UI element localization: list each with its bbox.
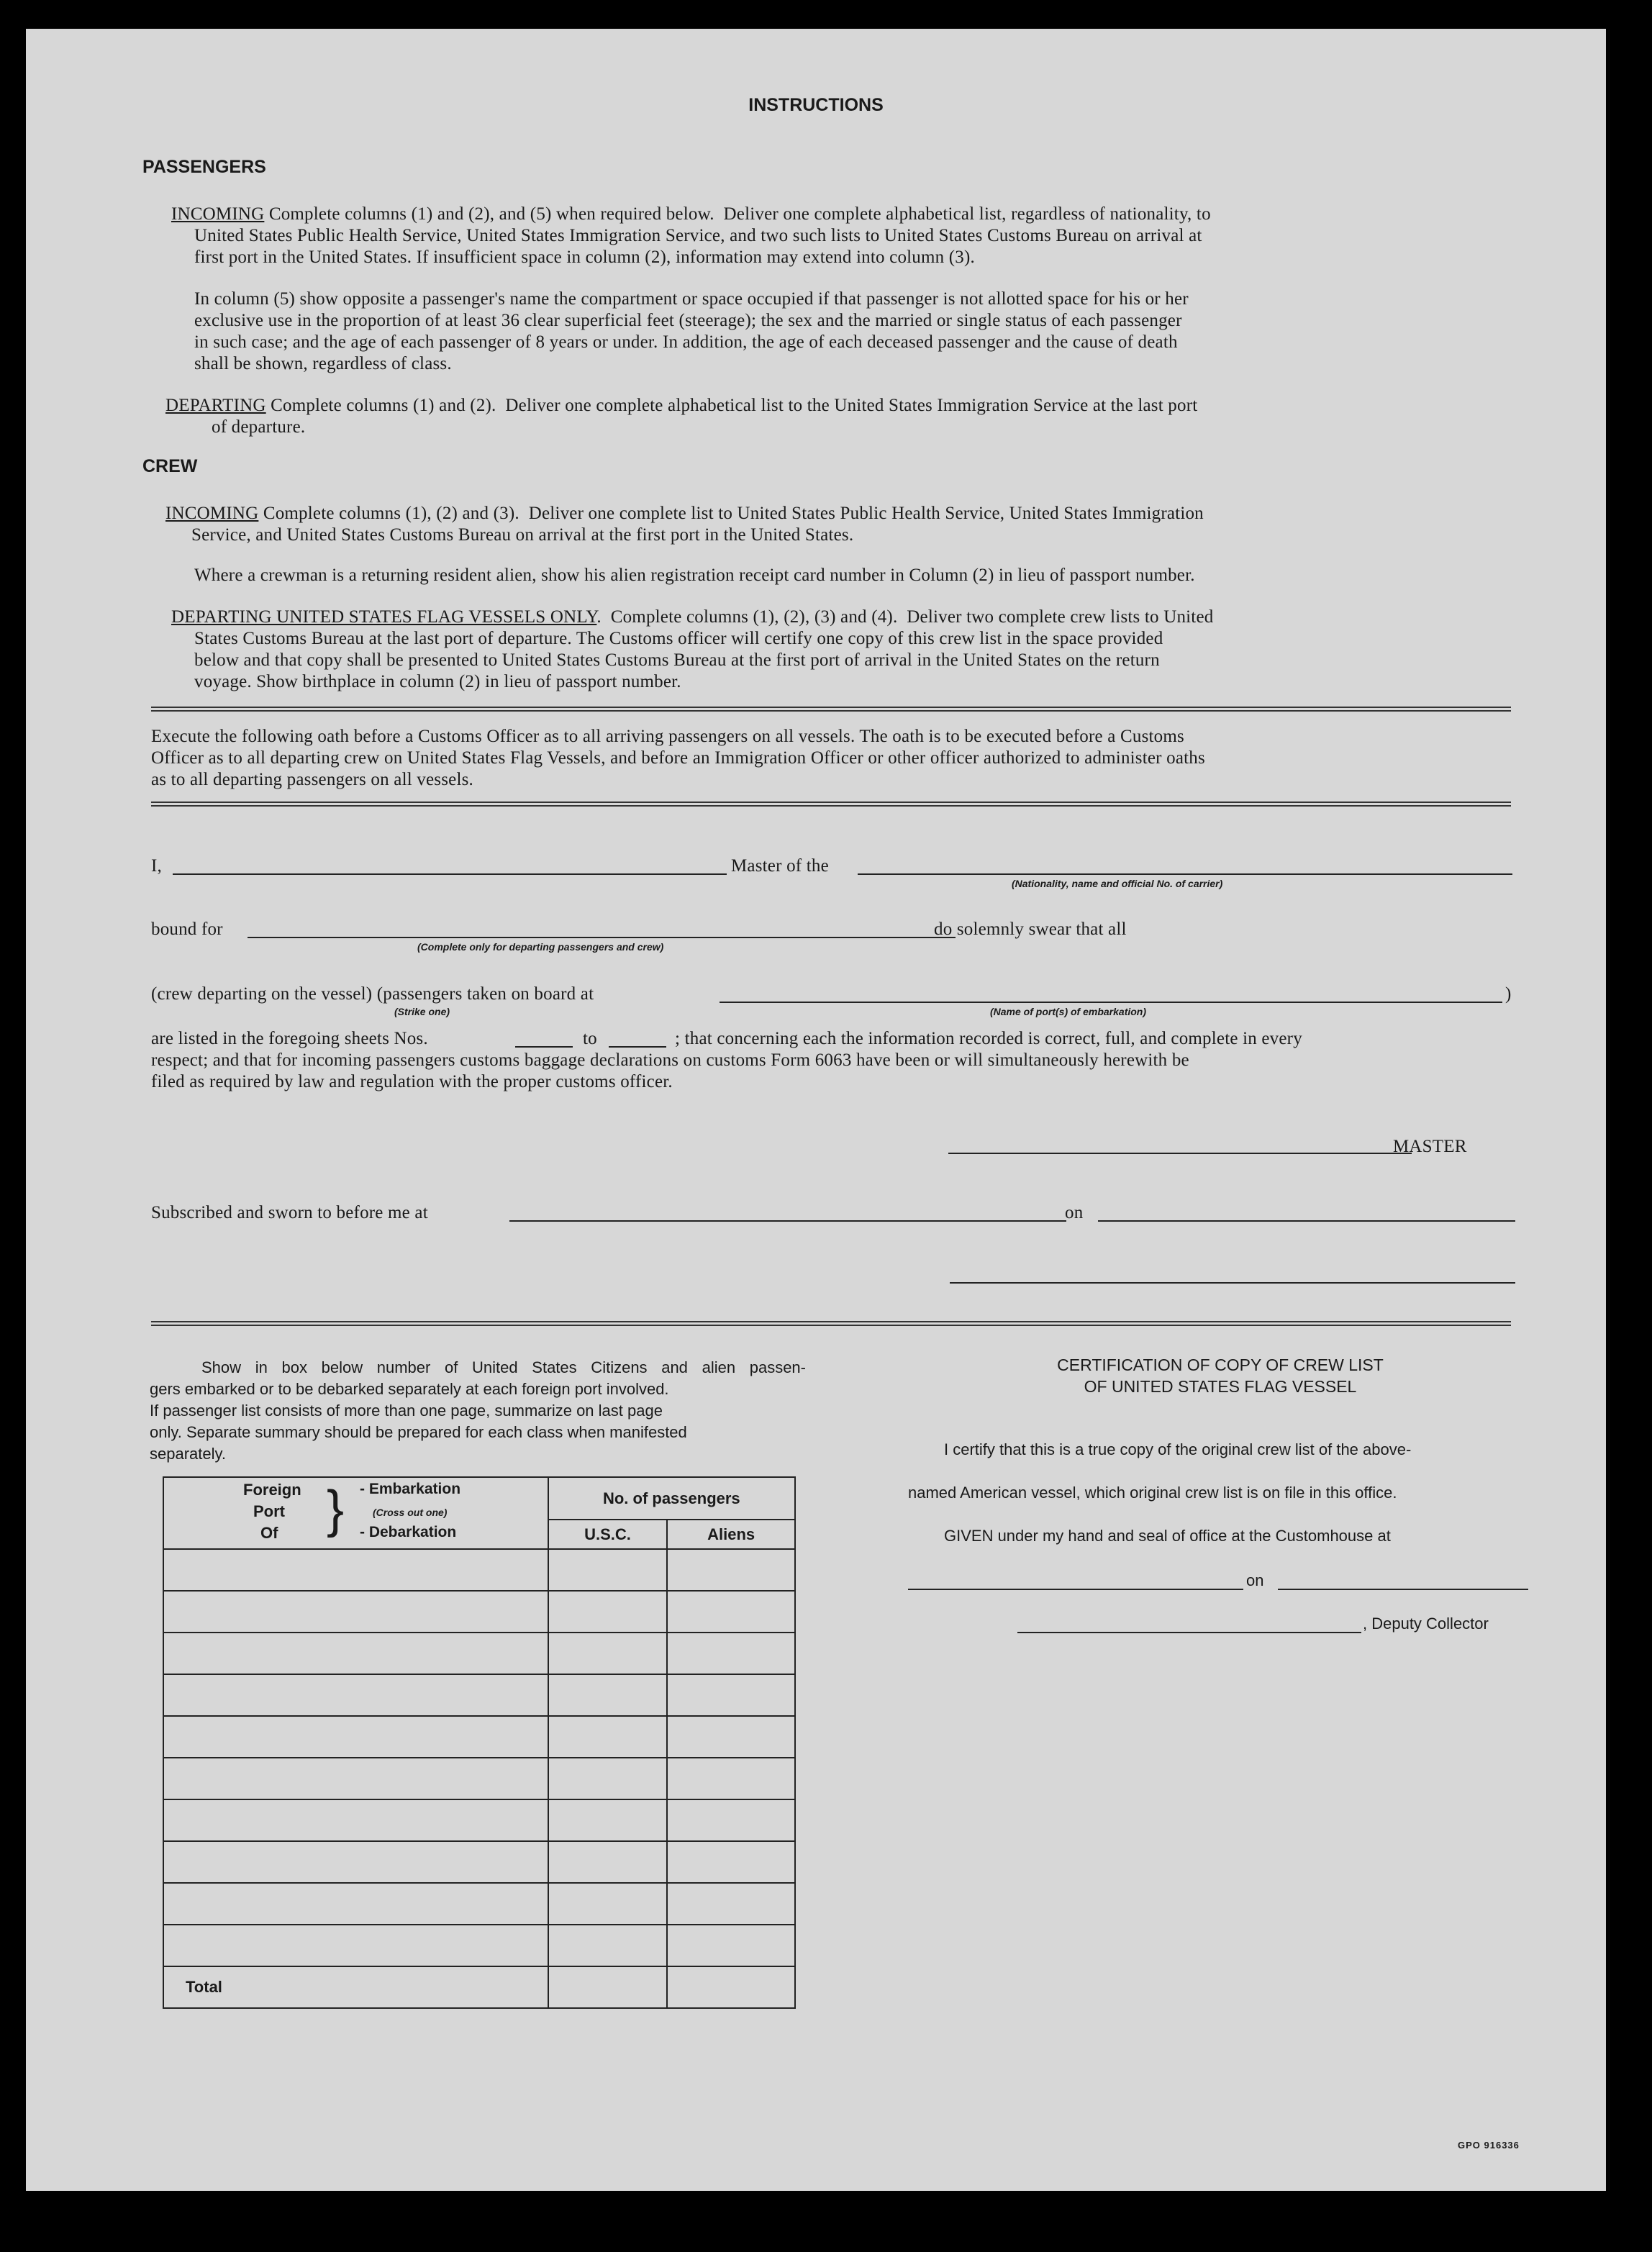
total-row (163, 1966, 795, 2008)
close-paren: ) (1505, 984, 1512, 1004)
form-page (26, 29, 1606, 2191)
crew-departing-line-2: States Customs Bureau at the last port of departure. The Customs officer will certify one copy of this crew list in the space provided (194, 629, 1163, 648)
usc-cell[interactable] (548, 1549, 668, 1591)
listed-to-label: to (583, 1029, 597, 1048)
of-label: Of (260, 1524, 278, 1542)
passengers-departing-line-2: of departure. (212, 417, 306, 437)
passengers-col5-line-2: exclusive use in the proportion of at least 36 clear superficial feet (steerage); the sex and the married or single status of each passenger (194, 311, 1182, 330)
total-aliens-cell[interactable] (667, 1966, 795, 2008)
aliens-cell[interactable] (667, 1883, 795, 1925)
oath-instructions-line-1: Execute the following oath before a Customs Officer as to all arriving passengers on all vessels. The oath is to be executed before a Customs (151, 727, 1184, 746)
table-row (163, 1925, 795, 1966)
gpo-number: GPO 916336 (1458, 2140, 1520, 2151)
usc-cell[interactable] (548, 1591, 668, 1633)
table-row (163, 1799, 795, 1841)
master-of-the-label: Master of the (731, 856, 829, 876)
crew-heading: CREW (142, 456, 198, 476)
brace-icon: } (327, 1481, 345, 1538)
usc-cell[interactable] (548, 1758, 668, 1799)
bound-caption: (Complete only for departing passengers and crew) (417, 941, 664, 953)
table-row (163, 1758, 795, 1799)
crew-departing-line-1: DEPARTING UNITED STATES FLAG VESSELS ONLY. Complete columns (1), (2), (3) and (4). Deliver two complete crew lists to United (171, 607, 1214, 627)
passengers-col5-line-1: In column (5) show opposite a passenger's name the compartment or space occupied if that passenger is not allotted space for his or her (194, 289, 1189, 309)
oath-i-label: I, (151, 856, 162, 876)
crew-resident-line: Where a crewman is a returning resident alien, show his alien registration receipt card number in Column (2) in lieu of passport number. (194, 566, 1195, 585)
sheet-from-field[interactable] (515, 1046, 573, 1048)
certification-body-line-2: named American vessel, which original crew list is on file in this office. (908, 1484, 1397, 1502)
foreign-port-header (163, 1477, 548, 1549)
passengers-incoming-line-2: United States Public Health Service, United States Immigration Service, and two such lists to United States Customs Bureau on arrival at (194, 226, 1202, 245)
port-cell[interactable] (163, 1674, 548, 1716)
table-row (163, 1633, 795, 1674)
usc-cell[interactable] (548, 1925, 668, 1966)
strike-caption: (Strike one) (394, 1006, 450, 1017)
table-row (163, 1549, 795, 1591)
summary-text-line-4: only. Separate summary should be prepared for each class when manifested (150, 1423, 687, 1441)
oath-instructions-line-3: as to all departing passengers on all vessels. (151, 770, 473, 789)
aliens-cell[interactable] (667, 1716, 795, 1758)
listed-text-b: ; that concerning each the information recorded is correct, full, and complete in every (675, 1029, 1302, 1048)
port-cell[interactable] (163, 1841, 548, 1883)
nationality-caption: (Nationality, name and official No. of carrier) (1012, 878, 1223, 889)
subscribed-label: Subscribed and sworn to before me at (151, 1203, 428, 1222)
crew-incoming-label: INCOMING (165, 504, 259, 523)
deputy-collector-label: , Deputy Collector (1363, 1615, 1489, 1633)
passengers-col5-line-4: shall be shown, regardless of class. (194, 354, 452, 373)
aliens-cell[interactable] (667, 1758, 795, 1799)
aliens-cell[interactable] (667, 1549, 795, 1591)
crew-passengers-label: (crew departing on the vessel) (passengers taken on board at (151, 984, 594, 1004)
crew-departing-line-3: below and that copy shall be presented to United States Customs Bureau at the first port of arrival in the United States on the return (194, 650, 1160, 670)
total-label: Total (163, 1966, 548, 2008)
aliens-cell[interactable] (667, 1799, 795, 1841)
master-name-field[interactable] (173, 873, 727, 875)
aliens-cell[interactable] (667, 1591, 795, 1633)
certification-title-line-2: OF UNITED STATES FLAG VESSEL (1084, 1377, 1357, 1396)
port-cell[interactable] (163, 1925, 548, 1966)
sheet-to-field[interactable] (609, 1046, 666, 1048)
passengers-incoming-line-3: first port in the United States. If insufficient space in column (2), information may extend into column (3). (194, 248, 975, 267)
bound-for-field[interactable] (248, 937, 956, 938)
table-row (163, 1841, 795, 1883)
total-usc-cell[interactable] (548, 1966, 668, 2008)
port-cell[interactable] (163, 1883, 548, 1925)
debarkation-label: - Debarkation (360, 1524, 457, 1540)
port-caption: (Name of port(s) of embarkation) (990, 1006, 1147, 1017)
embarkation-port-field[interactable] (720, 1002, 1502, 1003)
divider-2 (151, 802, 1511, 807)
swear-label: do solemnly swear that all (934, 920, 1127, 939)
port-cell[interactable] (163, 1591, 548, 1633)
passengers-col5-line-3: in such case; and the age of each passenger of 8 years or under. In addition, the age of each deceased passenger and the cause of death (194, 332, 1178, 352)
table-row (163, 1883, 795, 1925)
certification-title-line-1: CERTIFICATION OF COPY OF CREW LIST (1057, 1356, 1384, 1374)
cross-out-caption: (Cross out one) (373, 1507, 448, 1518)
passenger-summary-table (163, 1476, 796, 2009)
listed-line-2: respect; and that for incoming passengers customs baggage declarations on customs Form 6063 have been or will simultaneously herewith be (151, 1050, 1189, 1070)
certification-body-line-1: I certify that this is a true copy of the original crew list of the above- (944, 1440, 1412, 1458)
sworn-location-field[interactable] (509, 1220, 1066, 1222)
aliens-header: Aliens (667, 1520, 795, 1549)
usc-cell[interactable] (548, 1883, 668, 1925)
table-row (163, 1674, 795, 1716)
table-row (163, 1591, 795, 1633)
passengers-incoming-label: INCOMING (171, 204, 265, 224)
oath-instructions-line-2: Officer as to all departing crew on United States Flag Vessels, and before an Immigration Officer or other officer authorized to administer oaths (151, 748, 1205, 768)
port-cell[interactable] (163, 1633, 548, 1674)
passengers-departing-line-1: DEPARTING Complete columns (1) and (2). Deliver one complete alphabetical list to the United States Immigration Service at the last port (165, 396, 1198, 415)
sworn-date-field[interactable] (1098, 1220, 1515, 1222)
summary-text-line-2: gers embarked or to be debarked separately at each foreign port involved. (150, 1380, 669, 1398)
usc-header: U.S.C. (548, 1520, 668, 1549)
aliens-cell[interactable] (667, 1674, 795, 1716)
aliens-cell[interactable] (667, 1633, 795, 1674)
passengers-incoming-line-1: INCOMING Complete columns (1) and (2), and (5) when required below. Deliver one complete alphabetical list, regardless of nationality, to (171, 204, 1211, 224)
usc-cell[interactable] (548, 1716, 668, 1758)
page-title: INSTRUCTIONS (748, 95, 884, 115)
summary-text-line-5: separately. (150, 1445, 226, 1463)
certification-date-field[interactable] (1278, 1589, 1528, 1590)
summary-text-line-3: If passenger list consists of more than one page, summarize on last page (150, 1402, 663, 1420)
passengers-departing-label: DEPARTING (165, 396, 266, 415)
port-cell[interactable] (163, 1758, 548, 1799)
crew-departing-line-4: voyage. Show birthplace in column (2) in lieu of passport number. (194, 672, 681, 691)
usc-cell[interactable] (548, 1633, 668, 1674)
no-passengers-header: No. of passengers (548, 1477, 795, 1520)
aliens-cell[interactable] (667, 1841, 795, 1883)
aliens-cell[interactable] (667, 1925, 795, 1966)
port-cell[interactable] (163, 1716, 548, 1758)
usc-cell[interactable] (548, 1799, 668, 1841)
usc-cell[interactable] (548, 1841, 668, 1883)
master-signature-field[interactable] (948, 1153, 1412, 1154)
port-cell[interactable] (163, 1549, 548, 1591)
usc-cell[interactable] (548, 1674, 668, 1716)
foreign-label: Foreign (243, 1481, 301, 1499)
customhouse-field[interactable] (908, 1589, 1243, 1590)
divider-3 (151, 1321, 1511, 1326)
sworn-on-label: on (1065, 1203, 1084, 1222)
listed-label: are listed in the foregoing sheets Nos. (151, 1029, 428, 1048)
crew-incoming-line-2: Service, and United States Customs Bureau on arrival at the first port in the United States. (191, 525, 854, 545)
master-label: MASTER (1393, 1137, 1467, 1156)
listed-line-3: filed as required by law and regulation with the proper customs officer. (151, 1072, 673, 1091)
certification-body-line-3: GIVEN under my hand and seal of office at the Customhouse at (944, 1527, 1391, 1545)
divider-1 (151, 707, 1511, 712)
bound-for-label: bound for (151, 920, 223, 939)
passengers-heading: PASSENGERS (142, 157, 266, 177)
port-cell[interactable] (163, 1799, 548, 1841)
certification-on-label: on (1246, 1571, 1264, 1589)
summary-text-line-1: Show in box below number of United States Citizens and alien passen- (201, 1358, 806, 1376)
port-label: Port (253, 1502, 285, 1520)
deputy-signature-field[interactable] (1017, 1632, 1361, 1633)
carrier-field[interactable] (858, 873, 1512, 875)
table-row (163, 1716, 795, 1758)
crew-departing-label: DEPARTING UNITED STATES FLAG VESSELS ONLY (171, 607, 597, 627)
officer-signature-field[interactable] (950, 1282, 1515, 1284)
embarkation-label: - Embarkation (360, 1481, 461, 1497)
crew-incoming-line-1: INCOMING Complete columns (1), (2) and (3). Deliver one complete list to United States Public Health Service, United States Immigration (165, 504, 1204, 523)
